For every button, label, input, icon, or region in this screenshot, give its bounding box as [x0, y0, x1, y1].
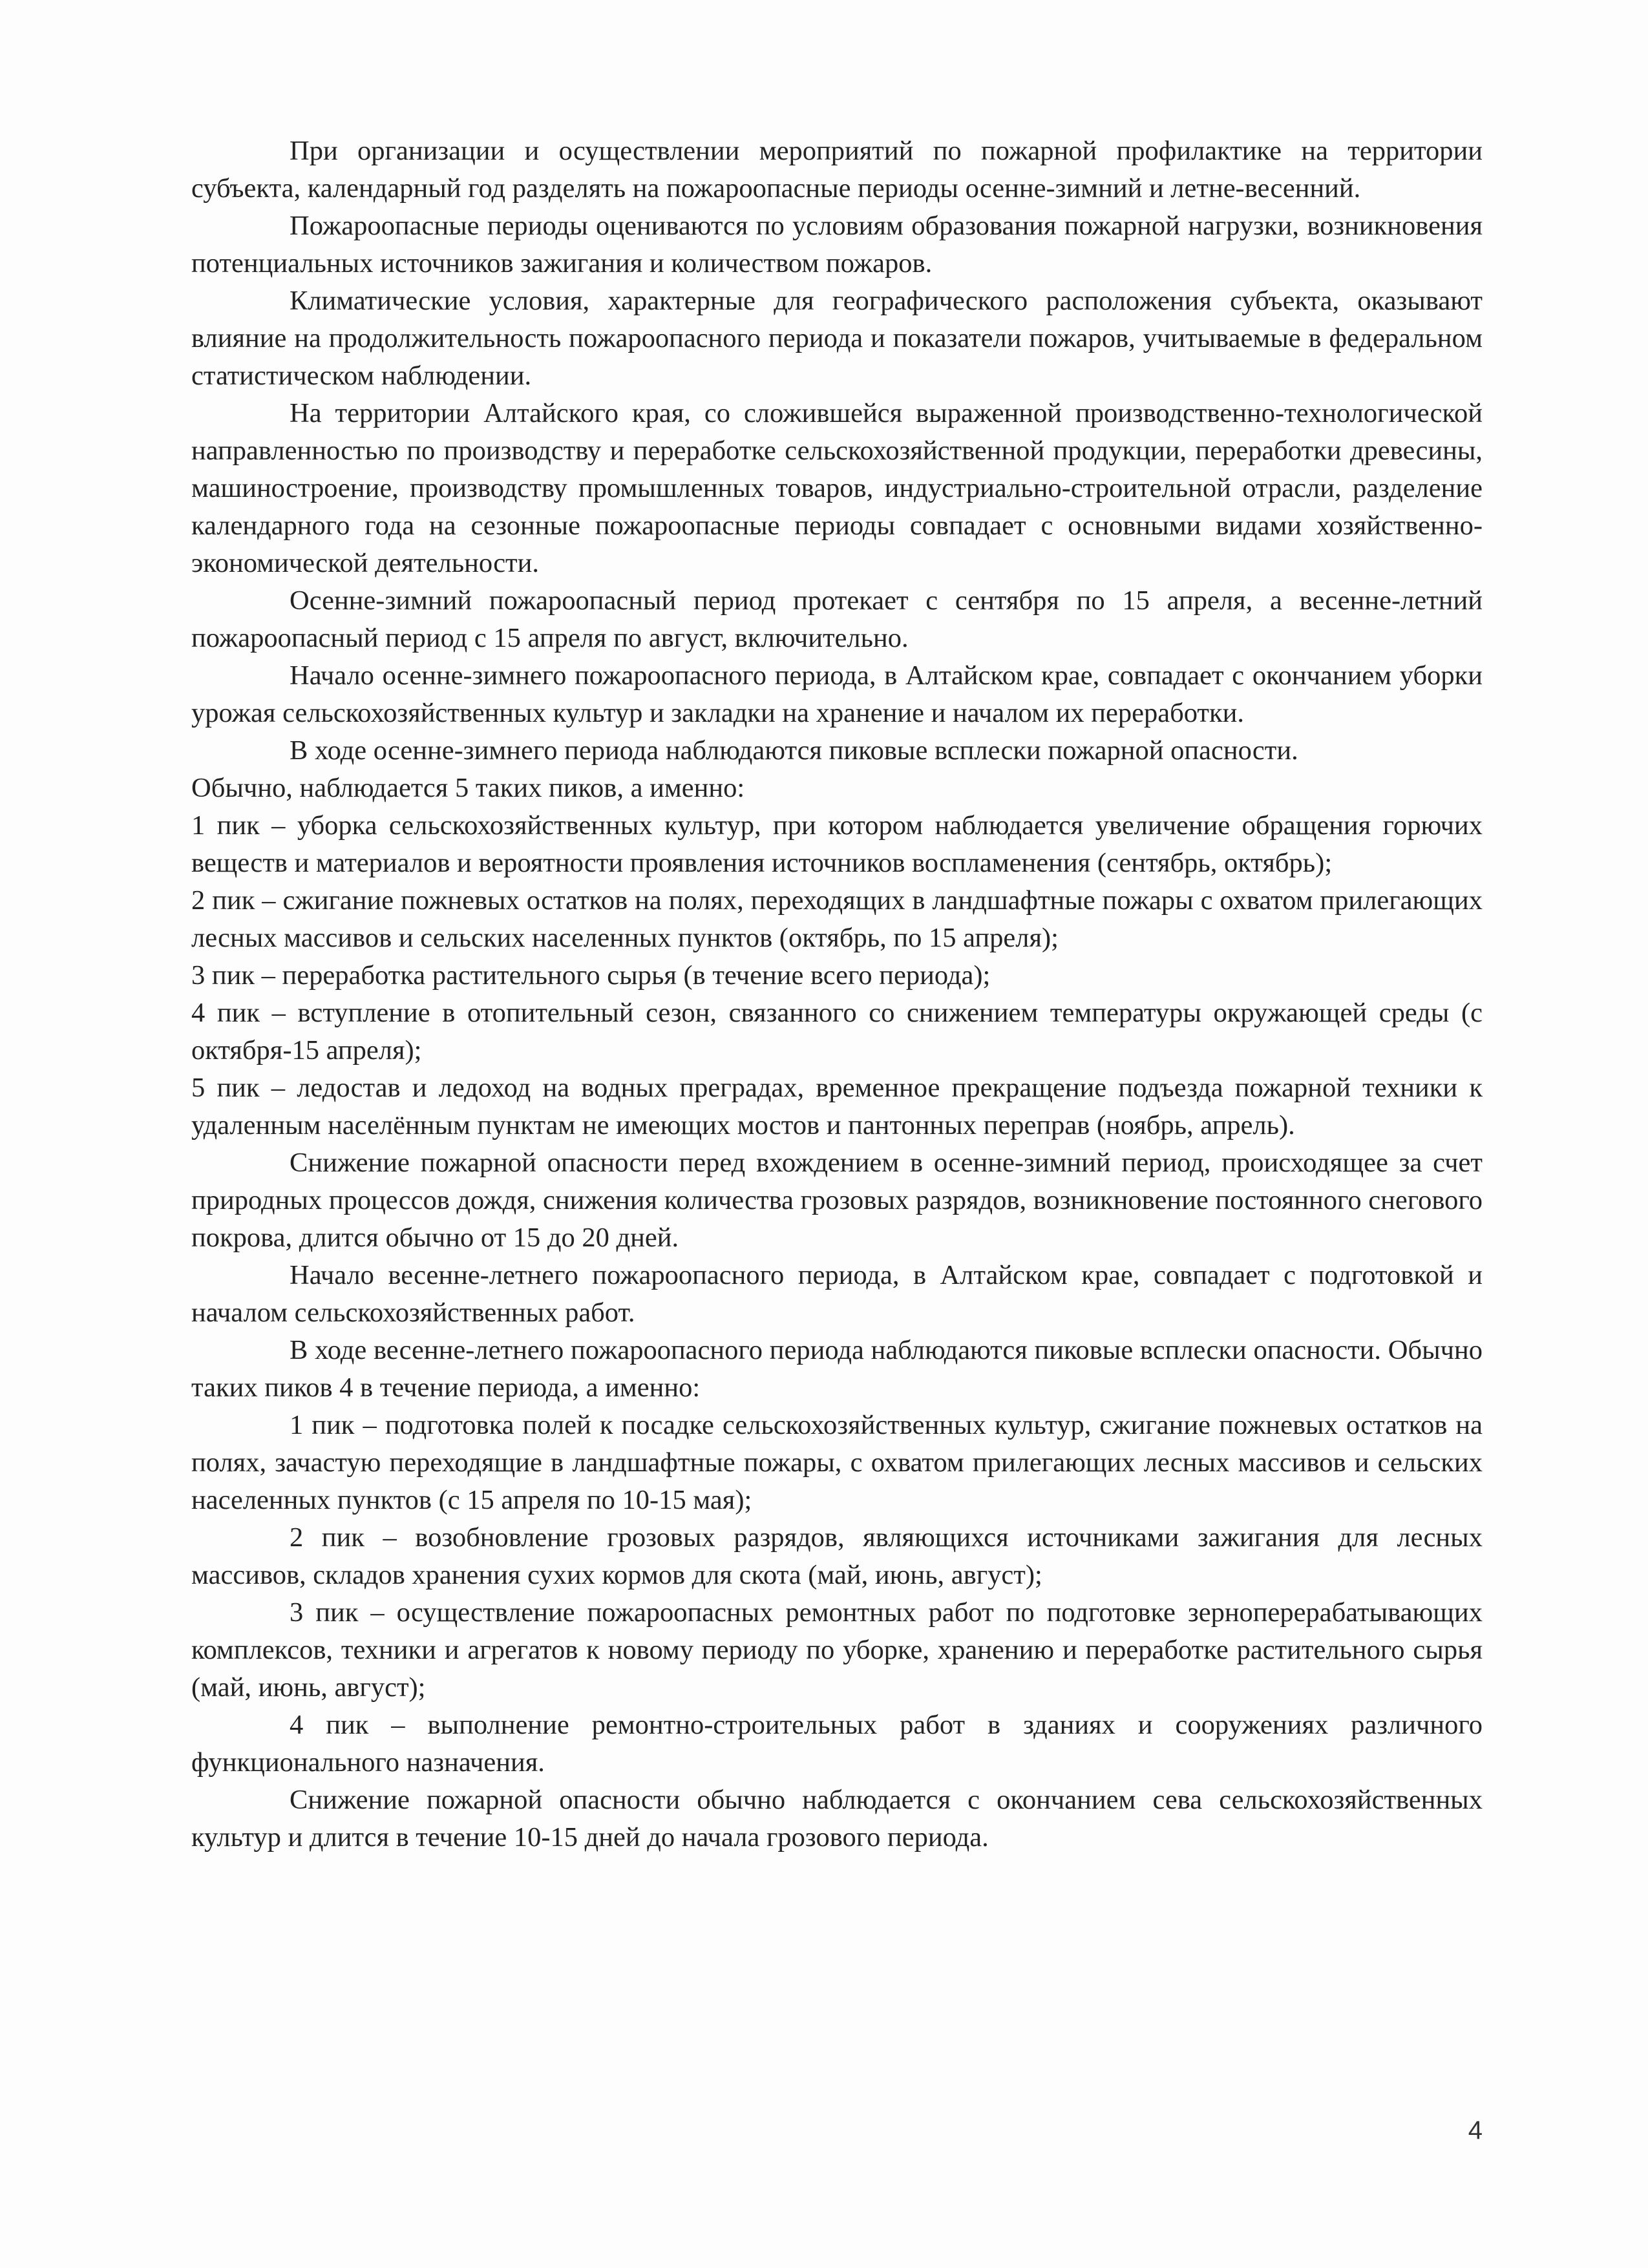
page-number: 4 [1468, 2116, 1483, 2145]
paragraph-climate: Климатические условия, характерные для географического расположения субъекта, оказывают влияние на продолжительность пожароопасного периода и показатели пожаров, учитываемые в федеральном статистическом наблюдении. [191, 286, 1483, 391]
list-item-autumn-peak-4: 4 пик – вступление в отопительный сезон, связанного со снижением температуры окружающей среды (с октября-15 апреля); [191, 998, 1483, 1066]
list-item-spring-peak-2: 2 пик – возобновление грозовых разрядов, являющихся источниками зажигания для лесных массивов, складов хранения сухих кормов для скота (май, июнь, август); [191, 1522, 1483, 1590]
list-item-autumn-peak-5: 5 пик – ледостав и ледоход на водных преградах, временное прекращение подъезда пожарной техники к удаленным населённым пунктам не имеющих мостов и пантонных переправ (ноябрь, апрель). [191, 1073, 1483, 1140]
paragraph-autumn-winter-start: Начало осенне-зимнего пожароопасного периода, в Алтайском крае, совпадает с окончанием уборки урожая сельскохозяйственных культур и закладки на хранение и началом их переработки. [191, 660, 1483, 728]
paragraph-five-peaks-intro: Обычно, наблюдается 5 таких пиков, а именно: [191, 773, 745, 803]
paragraph-periods-assessment: Пожароопасные периоды оцениваются по условиям образования пожарной нагрузки, возникновения потенциальных источников зажигания и количеством пожаров. [191, 211, 1483, 278]
list-item-autumn-peak-1: 1 пик – уборка сельскохозяйственных культур, при котором наблюдается увеличение обращения горючих веществ и материалов и вероятности проявления источников воспламенения (сентябрь, октябрь); [191, 810, 1483, 878]
list-item-spring-peak-4: 4 пик – выполнение ремонтно-строительных работ в зданиях и сооружениях различного функционального назначения. [191, 1710, 1483, 1778]
paragraph-spring-summer-peaks: В ходе весенне-летнего пожароопасного периода наблюдаются пиковые всплески опасности. Обычно таких пиков 4 в течение периода, а именно: [191, 1335, 1483, 1403]
list-item-autumn-peak-3: 3 пик – переработка растительного сырья (в течение всего периода); [191, 960, 991, 991]
paragraph-spring-summer-start: Начало весенне-летнего пожароопасного периода, в Алтайском крае, совпадает с подготовкой и началом сельскохозяйственных работ. [191, 1260, 1483, 1328]
list-item-spring-peak-1: 1 пик – подготовка полей к посадке сельскохозяйственных культур, сжигание пожневых остатков на полях, зачастую переходящие в ландшафтные пожары, с охватом прилегающих лесных массивов и сельских населенных пунктов (с 15 апреля по 10-15 мая); [191, 1410, 1483, 1515]
paragraph-autumn-decline: Снижение пожарной опасности перед вхождением в осенне-зимний период, происходящее за счет природных процессов дождя, снижения количества грозовых разрядов, возникновение постоянного снегового покрова, длится обычно от 15 до 20 дней. [191, 1148, 1483, 1253]
paragraph-altai-economy: На территории Алтайского края, со сложившейся выраженной производственно-технологической направленностью по производству и переработке сельскохозяйственной продукции, переработки древесины, машиностроение, производству промышленных товаров, индустриально-строительной отрасли, разделение календарного года на сезонные пожароопасные периоды совпадает с основными видами хозяйственно-экономической деятельности. [191, 398, 1483, 578]
paragraph-autumn-winter-peaks: В ходе осенне-зимнего периода наблюдаются пиковые всплески пожарной опасности. [290, 735, 1298, 766]
list-item-autumn-peak-2: 2 пик – сжигание пожневых остатков на полях, переходящих в ландшафтные пожары с охватом прилегающих лесных массивов и сельских населенных пунктов (октябрь, по 15 апреля); [191, 885, 1483, 953]
paragraph-periods-intro: При организации и осуществлении мероприятий по пожарной профилактике на территории субъекта, календарный год разделять на пожароопасные периоды осенне-зимний и летне-весенний. [191, 136, 1483, 204]
document-body [191, 132, 1483, 1856]
paragraph-period-dates: Осенне-зимний пожароопасный период протекает с сентября по 15 апреля, а весенне-летний пожароопасный период с 15 апреля по август, включительно. [191, 585, 1483, 653]
paragraph-spring-decline: Снижение пожарной опасности обычно наблюдается с окончанием сева сельскохозяйственных культур и длится в течение 10-15 дней до начала грозового периода. [191, 1785, 1483, 1853]
list-item-spring-peak-3: 3 пик – осуществление пожароопасных ремонтных работ по подготовке зерноперерабатывающих комплексов, техники и агрегатов к новому периоду по уборке, хранению и переработке растительного сырья (май, июнь, август); [191, 1597, 1483, 1703]
